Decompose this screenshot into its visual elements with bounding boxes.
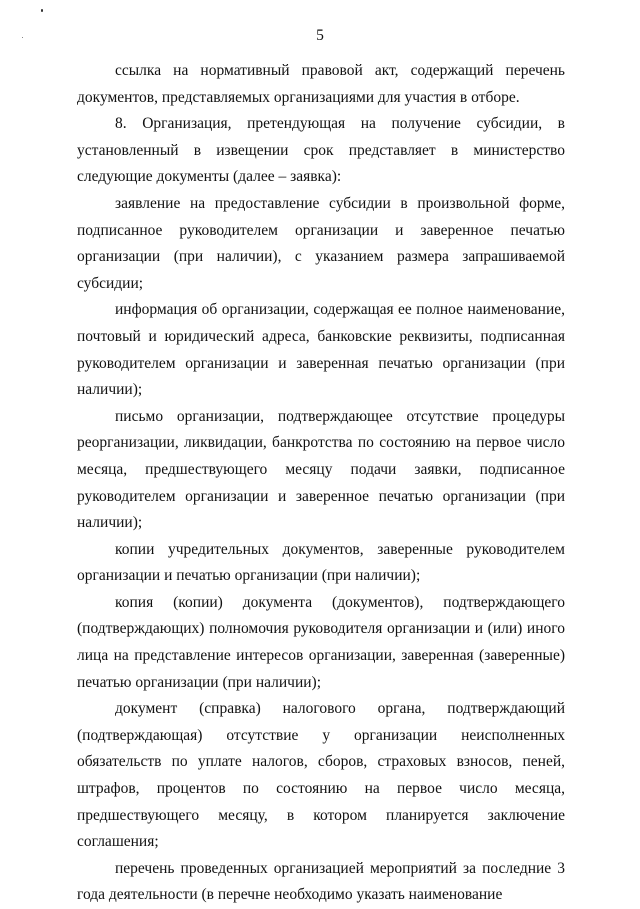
paragraph: ссылка на нормативный правовой акт, содержащий перечень документов, представляемых организациями для участия в отборе. — [77, 62, 565, 106]
scan-speck — [41, 9, 43, 12]
page-number: 5 — [316, 27, 324, 44]
paragraph: информация об организации, содержащая ее полное наименование, почтовый и юридический адреса, банковские реквизиты, подписанная руководителем организации и заверенная печатью организации (при наличии); — [77, 301, 565, 399]
paragraph: 8. Организация, претендующая на получение субсидии, в установленный в извещении срок представляет в министерство следующие документы (далее – заявка): — [77, 115, 565, 186]
paragraph: письмо организации, подтверждающее отсутствие процедуры реорганизации, ликвидации, банкротства по состоянию на первое число месяца, предшествующего месяцу подачи заявки, подписанное руководителем организации и заверенное печатью организации (при наличии); — [77, 407, 565, 532]
paragraph: документ (справка) налогового органа, подтверждающий (подтверждающая) отсутствие у организации неисполненных обязательств по уплате налогов, сборов, страховых взносов, пеней, штрафов, процентов по состоянию на первое число месяца, предшествующего месяцу, в котором планируется заключение соглашения; — [77, 700, 565, 851]
paragraph: копии учредительных документов, заверенные руководителем организации и печатью организации (при наличии); — [77, 540, 565, 585]
paragraph: заявление на предоставление субсидии в произвольной форме, подписанное руководителем организации и заверенное печатью организации (при наличии), с указанием размера запрашиваемой субсидии; — [77, 194, 565, 292]
document-body — [77, 58, 565, 909]
paragraph: копия (копии) документа (документов), подтверждающего (подтверждающих) полномочия руководителя организации и (или) иного лица на представление интересов организации, заверенная (заверенные) печатью организации (при наличии); — [77, 593, 565, 691]
paragraph: перечень проведенных организацией мероприятий за последние 3 года деятельности (в перечне необходимо указать наименование — [77, 859, 565, 904]
